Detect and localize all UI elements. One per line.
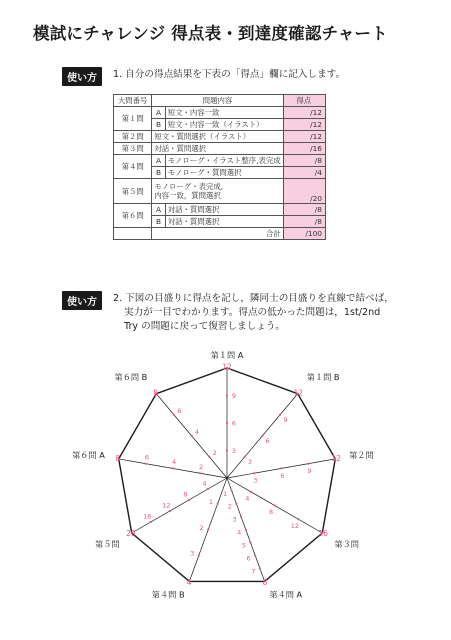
radar-tick [250,491,252,493]
radar-tick-label: 12 [290,521,300,530]
radar-tick [207,529,209,531]
radar-axis-label: 第２問 [349,450,374,461]
score-cell[interactable]: /8 [283,155,325,167]
radar-tick [199,472,201,474]
radar-tick [150,521,152,523]
radar-max-label: 12 [222,362,232,372]
radar-tick [207,488,209,490]
radar-tick-label: 9 [307,467,312,476]
score-cell[interactable]: /20 [283,179,325,204]
radar-max-label: 4 [186,577,192,587]
radar-tick-label: 2 [212,448,217,457]
radar-tick-label: 1 [208,497,214,506]
score-cell[interactable]: /8 [283,216,325,228]
radar-max-label: 12 [331,454,342,464]
question-content: 対話・質問選択 [165,216,283,228]
radar-tick [297,518,299,520]
radar-tick [249,542,251,544]
radar-tick [307,463,309,465]
question-number: 第５問 [114,179,152,204]
question-content: 対話・質問選択 [152,143,283,155]
radar-tick-label: 7 [251,567,256,576]
step2-line-3: Try の問題に戻って復習しましょう。 [124,321,286,332]
part-letter: B [152,167,165,179]
part-letter: A [152,155,165,167]
radar-axis-label: 第１問 B [306,371,340,382]
radar-axis-label: 第４問 A [269,589,303,600]
score-cell[interactable]: /4 [283,167,325,179]
radar-axis-label: 第６問 A [72,450,105,461]
radar-tick [280,467,282,469]
radar-tick-label: 4 [245,494,250,503]
radar-axis-label: 第５問 [95,539,120,549]
radar-tick [235,503,237,505]
usage-label-2: 使い方 [62,291,102,310]
radar-tick-label: 6 [265,436,270,445]
question-content: 短文・質問選択（イラスト） [152,131,283,143]
radar-tick-label: 8 [269,508,274,517]
radar-tick [169,510,171,512]
score-cell[interactable]: /12 [283,131,325,143]
radar-tick-label: 6 [177,406,182,415]
radar-tick-label: 3 [253,476,258,485]
question-number: 第４問 [114,155,152,179]
radar-tick [172,467,174,469]
radar-tick-label: 3 [247,457,253,466]
radar-tick-label: 2 [199,462,204,471]
radar-tick-label: 4 [172,458,177,467]
question-content: モノローグ・表完成, 内容一致，質問選択 [152,179,283,204]
radar-tick [173,414,175,416]
radar-axis-label: 第６問 B [114,371,148,382]
radar-tick-label: 12 [162,501,171,510]
radar-tick [259,567,261,569]
radar-tick [226,449,228,451]
radar-tick [217,503,219,505]
question-content: 対話・質問選択 [165,204,283,216]
radar-tick [261,435,263,437]
score-cell[interactable]: /12 [283,107,325,119]
radar-tick [279,414,281,416]
total-label: 合計 [152,228,283,240]
radar-tick-label: 6 [246,554,251,563]
radar-tick-label: 5 [241,541,246,550]
radar-max-label: 8 [153,388,159,398]
question-number: 第６問 [114,204,152,228]
radar-tick-label: 1 [223,489,228,498]
score-cell[interactable]: /16 [283,143,325,155]
radar-max-label: 20 [126,529,136,538]
step2-line-2: 実力が一目でわかります。得点の低かった問題は，1st/2nd [124,307,381,318]
radar-tick [240,516,242,518]
radar-tick-label: 4 [194,427,200,436]
total-score-cell[interactable]: /100 [283,228,325,240]
radar-max-label: 8 [115,454,121,464]
radar-tick [226,394,228,396]
radar-tick [244,456,246,458]
radar-tick-label: 6 [144,453,150,462]
radar-tick-label: 8 [183,490,188,499]
radar-axis-label: 第３問 [334,539,359,549]
usage-label-1: 使い方 [62,67,102,86]
radar-tick-label: 6 [280,471,285,480]
radar-tick [254,554,256,556]
radar-tick-label: 4 [237,528,242,537]
score-cell[interactable]: /8 [283,204,325,216]
radar-axis-label: 第１問 A [210,350,244,360]
radar-max-label: 16 [318,529,328,538]
radar-tick-label: 16 [143,512,152,521]
page-title: 模試にチャレンジ 得点表・到達度確認チャート [33,24,388,43]
radar-tick-label: 3 [190,549,195,558]
question-number: 第３問 [114,143,152,155]
radar-tick [253,472,255,474]
part-letter: B [152,119,165,131]
radar-tick-label: 9 [283,415,288,424]
radar-tick [188,499,190,501]
radar-tick [191,435,193,437]
radar-axis-label: 第４問 B [151,589,185,600]
radar-tick-label: 3 [232,515,237,524]
radar-tick-label: 6 [231,419,237,428]
radar-tick-label: 3 [231,447,237,455]
part-letter: B [152,216,165,228]
part-letter: A [152,107,165,119]
radar-tick [231,490,233,492]
question-content: 短文・内容一致 [165,107,283,119]
part-letter: A [152,204,165,216]
question-number: 第１問 [114,107,152,131]
header-score: 得点 [283,95,325,107]
question-content: 短文・内容一致（イラスト） [165,119,283,131]
radar-tick [245,529,247,531]
header-question-number: 大問番号 [114,95,152,107]
score-cell[interactable]: /12 [283,119,325,131]
question-content: モノローグ・イラスト整序,表完成 [165,155,283,167]
radar-tick-label: 4 [202,479,207,488]
radar-tick [198,554,200,556]
radar-max-label: 8 [262,577,268,587]
radar-tick [274,504,276,506]
step2-line-1: 2. 下図の目盛りに得点を記し，隣同士の目盛りを直線で結べば， [113,293,394,304]
radar-max-label: 12 [293,388,304,398]
radar-tick [208,456,210,458]
header-content: 問題内容 [152,95,283,107]
radar-tick [145,463,147,465]
radar-tick-label: 2 [199,523,204,532]
question-number: 第２問 [114,131,152,143]
step1-instruction: 1. 自分の得点結果を下表の「得点」欄に記入します。 [113,69,346,80]
radar-tick [226,422,228,424]
radar-tick-label: 2 [227,502,232,511]
radar-tick-label: 9 [231,392,237,400]
question-content: モノローグ・質問選択 [165,167,283,179]
